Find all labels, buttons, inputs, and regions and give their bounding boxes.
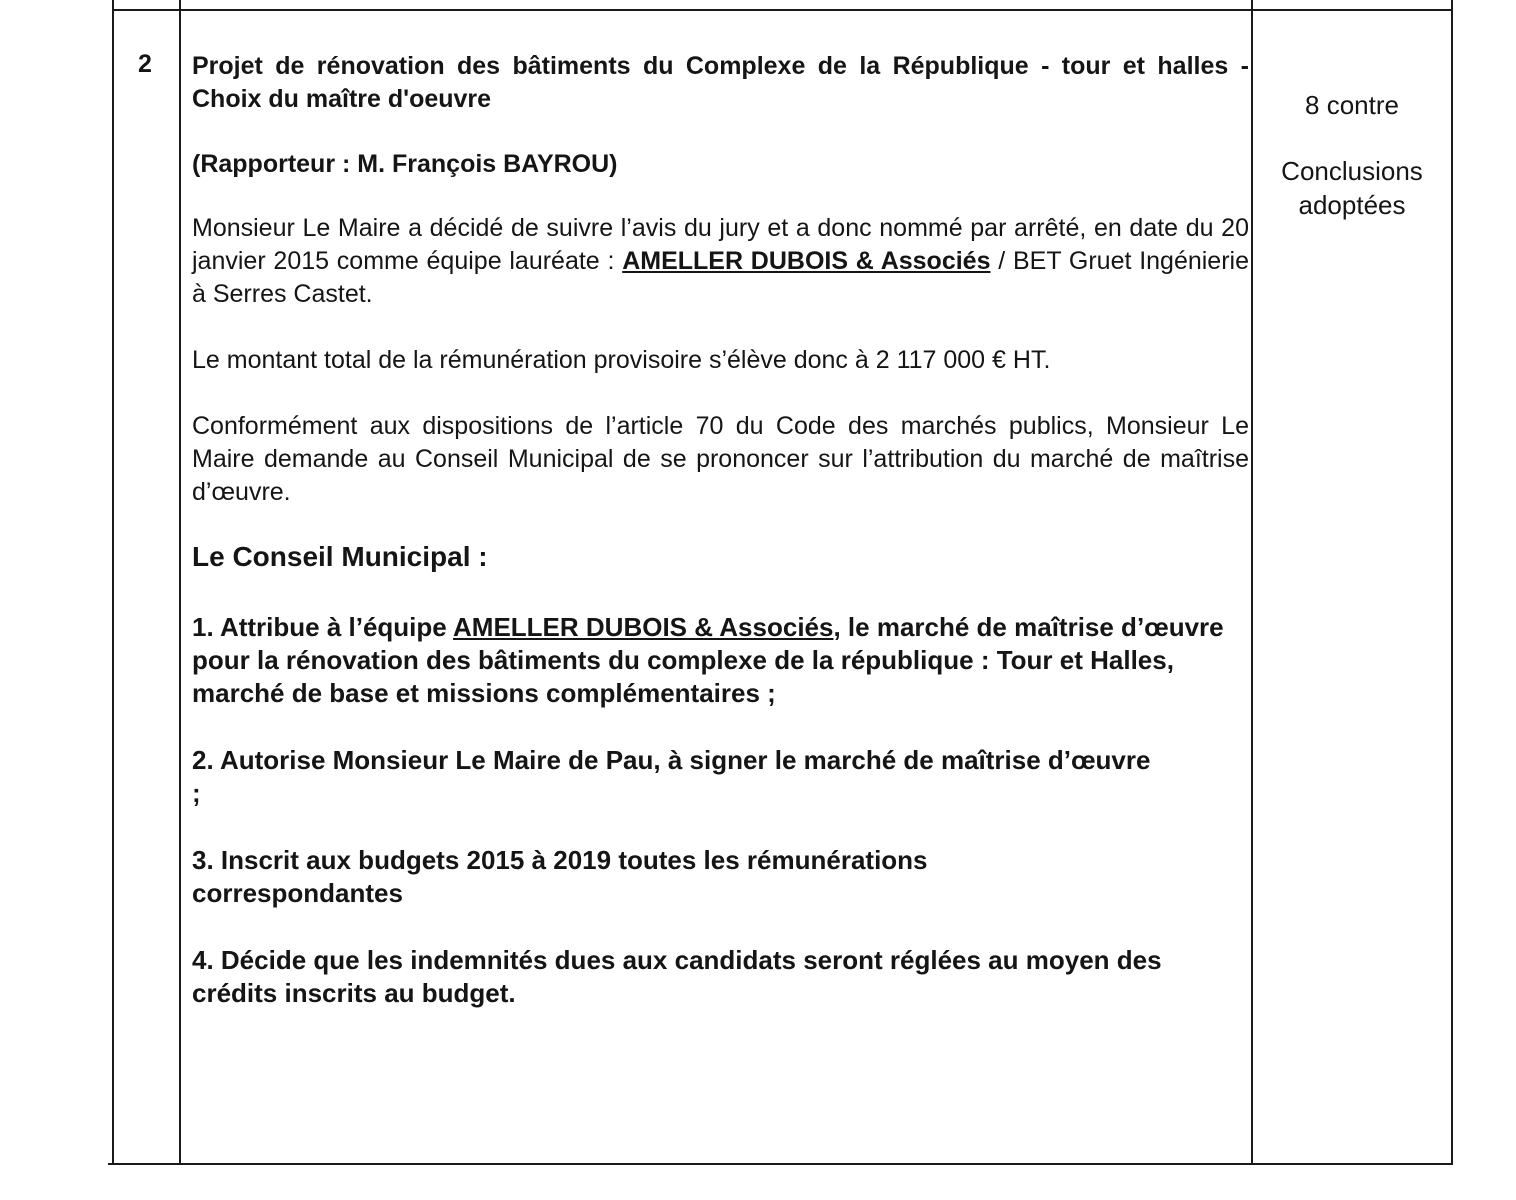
decision-2: 2. Autorise Monsieur Le Maire de Pau, à signer le marché de maîtrise d’œuvre ; [192,745,1151,808]
decision-4: 4. Décide que les indemnités dues aux candidats seront réglées au moyen des crédits inscrits au budget. [192,945,1162,1008]
table-right-border [1451,0,1453,1165]
rapporteur: (Rapporteur : M. François BAYROU) [192,150,618,178]
decision-1 [192,611,1237,710]
laureate-name: AMELLER DUBOIS & Associés [622,247,991,275]
paragraph-text: / BET Gruet Ingénierie à Serres Castet. [192,247,1249,308]
decision-text: 1. Attribue à l’équipe [192,612,454,642]
vote-result: Conclusions adoptées [1281,156,1423,220]
paragraph-article-70: Conformément aux dispositions de l’article 70 du Code des marchés publics, Monsieur Le Maire demande au Conseil Municipal de se prononcer sur l’attribution du marché de maîtrise d’œuvre. [192,412,1249,506]
item-title: Projet de rénovation des bâtiments du Complexe de la République - tour et halles - Choix du maître d'oeuvre [192,52,1249,113]
paragraph-amount: Le montant total de la rémunération provisoire s’élève donc à 2 117 000 € HT. [192,346,1051,374]
paragraph-text: Monsieur Le Maire a décidé de suivre l’avis du jury et a donc nommé par arrêté, en date du 20 janvier 2015 comme équipe lauréate : [192,214,1249,275]
item-number: 2 [138,50,152,78]
vote-column [1253,88,1451,222]
number-column-divider [179,0,181,1165]
council-heading: Le Conseil Municipal : [192,541,488,572]
paragraph-decision-jury [192,212,1249,311]
item-content [192,50,1249,1010]
decision-3: 3. Inscrit aux budgets 2015 à 2019 toutes les rémunérations correspondantes [192,845,928,908]
laureate-name: AMELLER DUBOIS & Associés [453,612,834,642]
vote-count: 8 contre [1305,90,1399,120]
decision-text: , le marché de maîtrise d’œuvre pour la rénovation des bâtiments du complexe de la république : Tour et Halles, marché de base et missions complémentaires ; [192,612,1224,708]
table-bottom-border [108,1163,1453,1165]
table-left-border [112,0,114,1165]
